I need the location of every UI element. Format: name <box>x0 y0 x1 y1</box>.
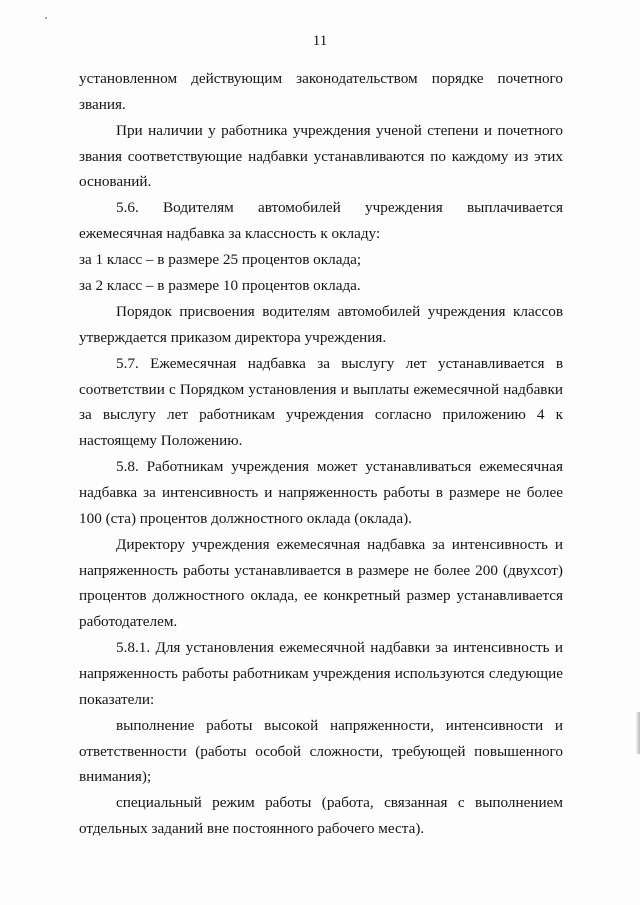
indicator-high-intensity-line-1: выполнение работы высокой напряженности, интенсивности и <box>116 716 563 734</box>
scan-edge-mark <box>636 712 640 754</box>
class-assignment-rest: утверждается приказом директора учреждения. <box>79 328 387 346</box>
class-assignment-line-1: Порядок присвоения водителям автомобилей учреждения классов <box>116 303 563 321</box>
indicator-special-mode-line-1: специальный режим работы (работа, связанная с выполнением <box>116 794 563 812</box>
page-number: 11 <box>312 33 328 49</box>
section-5-6-line-1: 5.6. Водителям автомобилей учреждения выплачивается <box>116 199 563 217</box>
section-5-8-1-rest: напряженность работы работникам учреждения используются следующие показатели: <box>79 665 563 708</box>
section-5-6-rest: ежемесячная надбавка за классность к окладу: <box>79 225 381 243</box>
section-5-8-rest: надбавка за интенсивность и напряженность работы в размере не более 100 (ста) процентов должностного оклада (оклада). <box>79 484 563 527</box>
section-5-8-line-1: 5.8. Работникам учреждения может устанавливаться ежемесячная <box>116 458 563 476</box>
document-body <box>79 66 563 842</box>
indicator-high-intensity-rest: ответственности (работы особой сложности, требующей повышенного внимания); <box>79 742 563 786</box>
section-5-8-1-line-1: 5.8.1. Для установления ежемесячной надбавки за интенсивность и <box>116 639 563 657</box>
section-5-7-line-1: 5.7. Ежемесячная надбавка за выслугу лет устанавливается в <box>116 354 563 372</box>
scan-speck <box>45 17 47 19</box>
paragraph-2-line-1: При наличии у работника учреждения ученой степени и почетного <box>116 121 563 139</box>
class-1-item: за 1 класс – в размере 25 процентов оклада; <box>79 251 362 269</box>
section-5-7-rest: соответствии с Порядком установления и выплаты ежемесячной надбавки за выслугу лет работникам учреждения согласно приложению 4 к настоящему Положению. <box>79 380 563 450</box>
paragraph-1-line-1: установленном действующим законодательством порядке почетного <box>79 70 563 87</box>
director-allowance-rest: напряженность работы устанавливается в размере не более 200 (двухсот) процентов должностного оклада, ее конкретный размер устанавливается работодателем. <box>79 561 563 631</box>
paragraph-2-rest: звания соответствующие надбавки устанавливаются по каждому из этих оснований. <box>79 147 563 191</box>
class-2-item: за 2 класс – в размере 10 процентов оклада. <box>79 277 361 295</box>
indicator-special-mode-rest: отдельных заданий вне постоянного рабочего места). <box>79 820 425 838</box>
director-allowance-line-1: Директору учреждения ежемесячная надбавка за интенсивность и <box>116 535 563 553</box>
paragraph-1-rest: звания. <box>79 95 126 113</box>
